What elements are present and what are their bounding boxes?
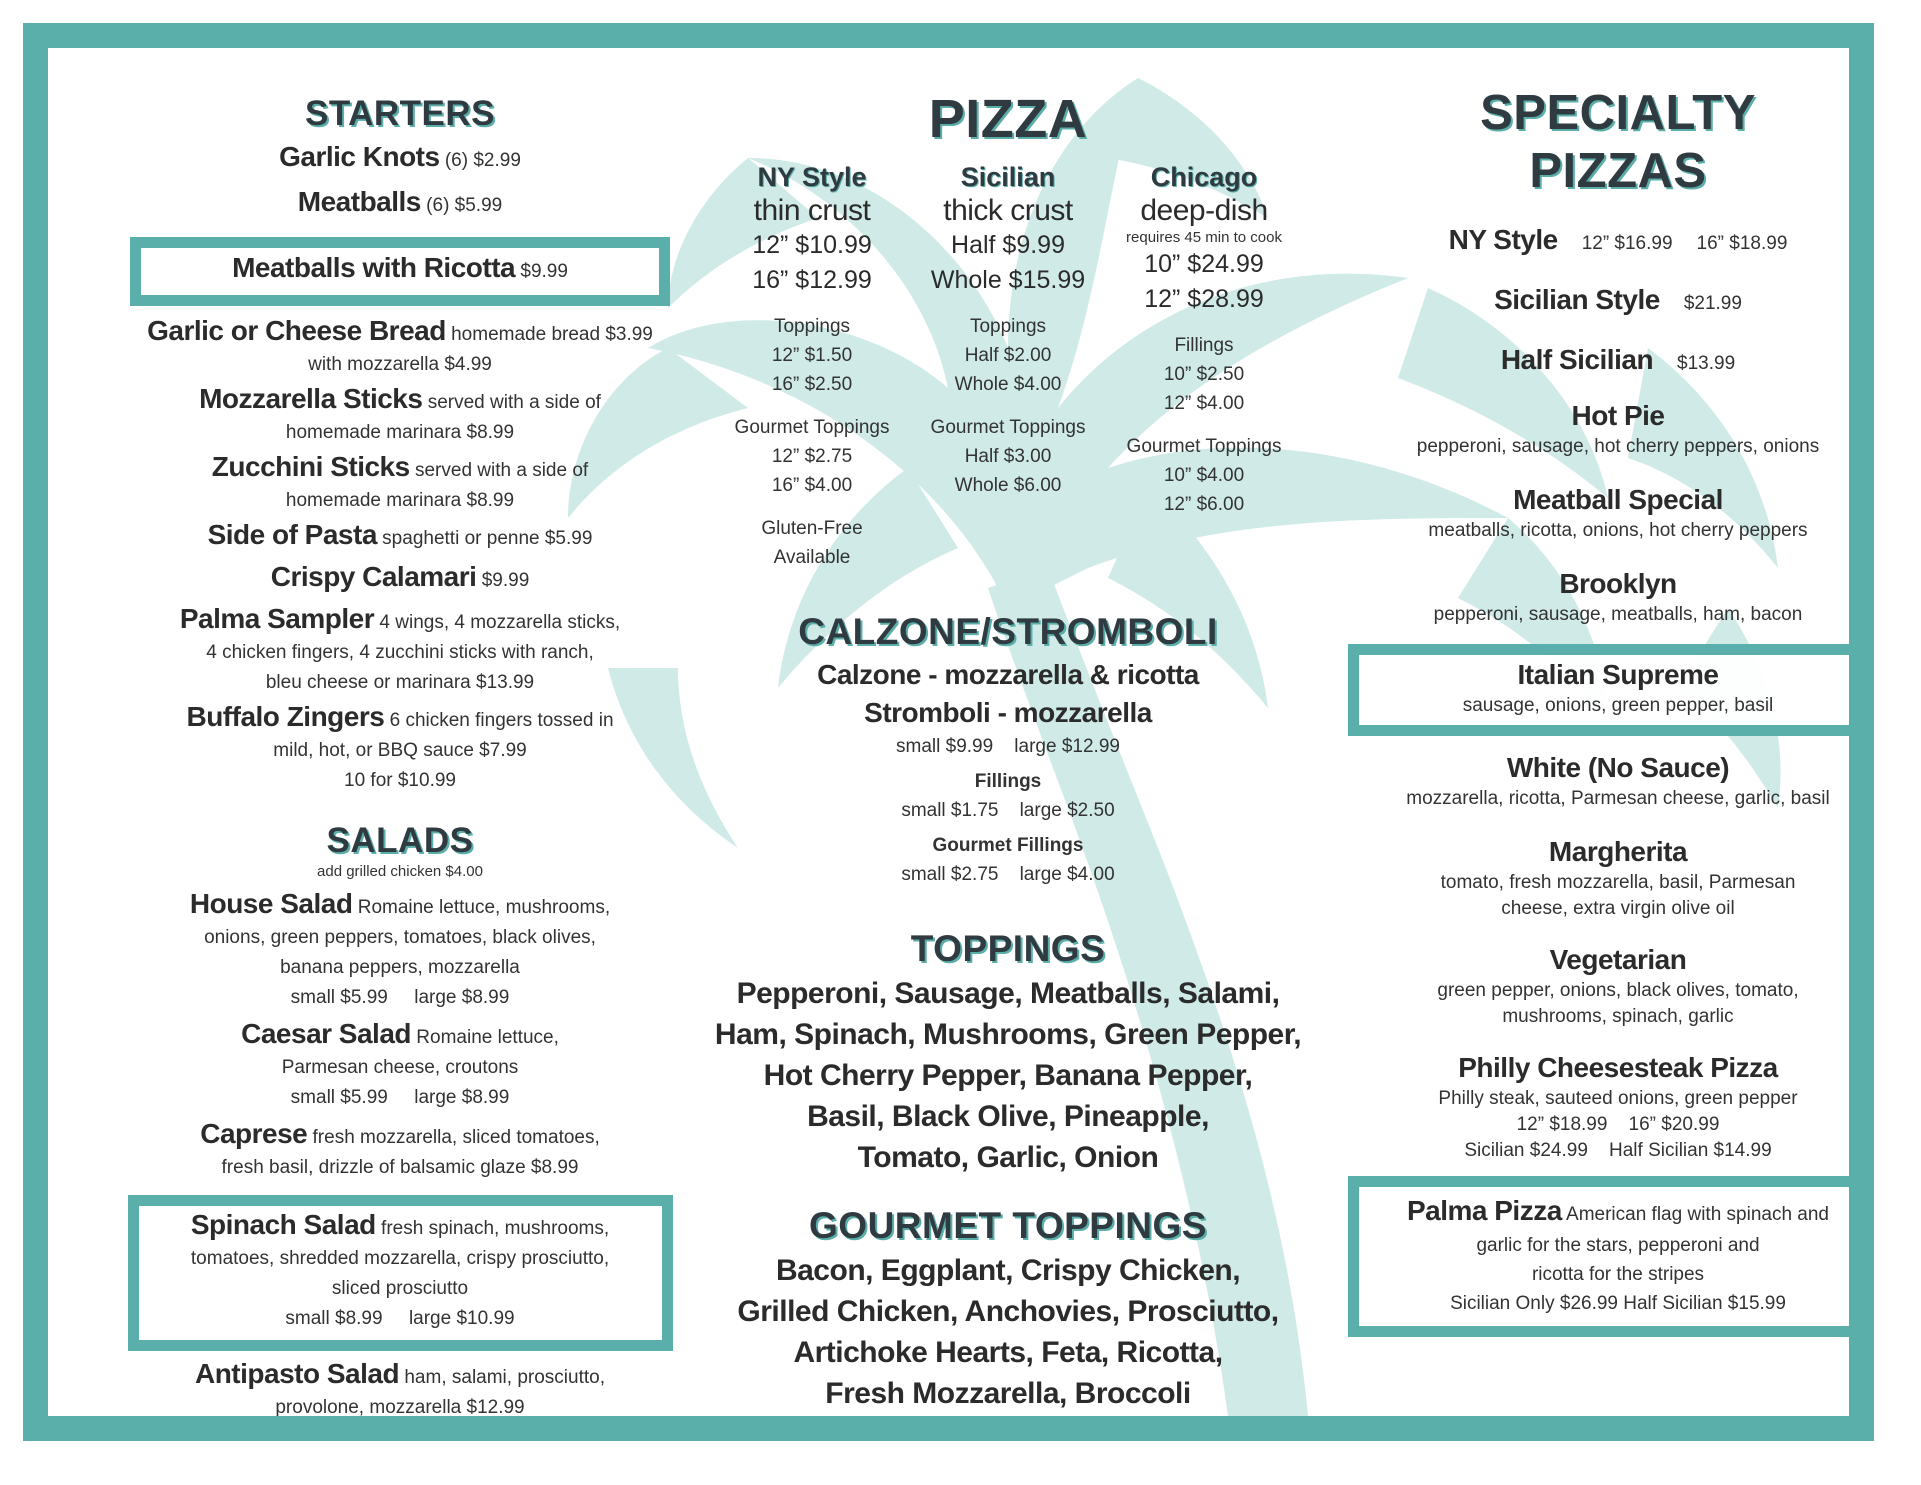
price: 12” $28.99	[1144, 285, 1264, 313]
item-detail: onions, green peppers, tomatoes, black olives,	[204, 927, 596, 948]
item-desc: fresh mozzarella, sliced tomatoes,	[307, 1127, 600, 1148]
item-name: Meatballs	[297, 186, 421, 217]
item-desc: 6 chicken fingers tossed in	[384, 710, 614, 731]
item-name: Zucchini Sticks	[211, 451, 410, 482]
specialty-heading-line2: PIZZAS	[1529, 144, 1707, 198]
price: 16” $18.99	[1696, 233, 1788, 254]
item-detail: sliced prosciutto	[331, 1278, 469, 1299]
item-name: Caprese	[200, 1118, 308, 1149]
item-detail: 4 chicken fingers, 4 zucchini sticks with ranch,	[206, 642, 594, 663]
specialty-sicilian-row	[1318, 282, 1874, 318]
item-price: Sicilian Only $26.99 Half Sicilian $15.99	[1450, 1293, 1786, 1314]
group-label: Gourmet Toppings	[1126, 436, 1282, 457]
item-desc: garlic for the stars, pepperoni and	[1476, 1235, 1760, 1256]
salads-list	[85, 889, 715, 1183]
toppings-heading: TOPPINGS	[910, 928, 1106, 969]
topping-group	[910, 413, 1106, 500]
item-name: Italian Supreme	[1517, 659, 1719, 690]
palma-pizza-title	[1367, 1193, 1869, 1231]
group-price: Whole $4.00	[954, 374, 1062, 395]
price: Half $9.99	[951, 231, 1065, 259]
crust-type: thin crust	[753, 194, 871, 227]
starters-heading: STARTERS	[304, 94, 496, 133]
group-price: 12” $1.50	[771, 345, 853, 366]
salad-item	[85, 1019, 715, 1113]
item-desc: (6) $5.99	[420, 195, 503, 216]
item-desc: homemade bread $3.99	[445, 324, 653, 345]
item-price: small $8.99 large $10.99	[285, 1308, 515, 1329]
item-name: Palma Pizza	[1406, 1195, 1562, 1226]
starter-item	[85, 702, 715, 796]
topping-group	[1106, 331, 1302, 418]
item-desc: sausage, onions, green pepper, basil	[1462, 695, 1774, 716]
price: 10” $24.99	[1144, 250, 1264, 278]
gourmet-toppings-line: Bacon, Eggplant, Crispy Chicken,	[775, 1254, 1241, 1287]
item-price: 12” $18.99 16” $20.99	[1516, 1114, 1720, 1135]
crust-type: deep-dish	[1140, 194, 1268, 227]
featured-starter	[151, 250, 649, 291]
toppings-list	[688, 973, 1328, 1178]
specialty-heading	[1318, 84, 1874, 200]
price: 12” $16.99	[1581, 233, 1673, 254]
topping-group	[910, 312, 1106, 399]
item-desc: served with a side of	[422, 392, 601, 413]
price: $13.99	[1677, 353, 1736, 374]
item-detail: homemade marinara $8.99	[285, 422, 515, 443]
salad-item	[85, 1359, 715, 1423]
group-price: 16” $2.50	[771, 374, 853, 395]
item-name: Side of Pasta	[207, 519, 377, 550]
right-column	[1318, 48, 1874, 1337]
item-detail: bleu cheese or marinara $13.99	[265, 672, 535, 693]
item-desc: Romaine lettuce, mushrooms,	[352, 897, 611, 918]
starter-item	[85, 384, 715, 448]
item-desc: tomato, fresh mozzarella, basil, Parmesan	[1440, 872, 1796, 893]
toppings-line: Hot Cherry Pepper, Banana Pepper,	[763, 1059, 1253, 1092]
specialty-item	[1318, 834, 1874, 922]
item-detail: 10 for $10.99	[344, 770, 456, 791]
gourmet-fillings-label: Gourmet Fillings	[932, 835, 1084, 856]
item-desc: cheese, extra virgin olive oil	[1501, 898, 1735, 919]
item-desc: Romaine lettuce,	[411, 1027, 559, 1048]
starter-item	[85, 562, 715, 596]
item-name: Vegetarian	[1549, 944, 1687, 975]
middle-column	[688, 48, 1328, 1414]
palma-pizza-box	[1348, 1176, 1874, 1337]
specialty-item	[1318, 566, 1874, 628]
item-desc: $9.99	[515, 261, 568, 282]
item-name: Mozzarella Sticks	[199, 383, 423, 414]
item-desc: fresh spinach, mushrooms,	[375, 1218, 610, 1239]
style-name: Chicago	[1150, 162, 1258, 192]
item-detail: banana peppers, mozzarella	[280, 957, 520, 978]
group-label: Gourmet Toppings	[930, 417, 1086, 438]
item-name: Meatball Special	[1513, 484, 1723, 515]
group-price: 10” $4.00	[1163, 465, 1245, 486]
item-desc: green pepper, onions, black olives, tomato,	[1437, 980, 1799, 1001]
topping-group	[714, 413, 910, 500]
left-column	[85, 48, 715, 1423]
item-desc: pepperoni, sausage, meatballs, ham, bacon	[1433, 604, 1803, 625]
item-name: Brooklyn	[1559, 568, 1677, 599]
style-ny	[714, 160, 910, 572]
style-sicilian	[910, 160, 1106, 572]
group-label: Toppings	[969, 316, 1047, 337]
item-detail: tomatoes, shredded mozzarella, crispy prosciutto,	[190, 1248, 610, 1269]
item-name: Palma Sampler	[179, 603, 375, 634]
item-name: Garlic Knots	[279, 141, 440, 172]
featured-salad	[147, 1210, 654, 1334]
item-desc: $9.99	[476, 570, 530, 591]
item-desc: American flag with spinach and	[1561, 1204, 1830, 1225]
gluten-free-note	[714, 514, 910, 572]
gourmet-toppings-line: Artichoke Hearts, Feta, Ricotta,	[793, 1336, 1223, 1369]
toppings-line: Tomato, Garlic, Onion	[857, 1141, 1159, 1174]
fillings-label: Fillings	[974, 771, 1042, 792]
style-name: NY Style	[1448, 224, 1558, 255]
group-price: Half $3.00	[964, 446, 1052, 467]
style-name: Sicilian Style	[1494, 284, 1660, 315]
pizza-styles	[688, 160, 1328, 572]
calzone-prices: small $9.99 large $12.99	[896, 736, 1120, 757]
group-label: Toppings	[773, 316, 851, 337]
stromboli-line: Stromboli - mozzarella	[864, 697, 1152, 728]
item-desc: Philly steak, sauteed onions, green pepper	[1438, 1088, 1798, 1109]
toppings-line: Basil, Black Olive, Pineapple,	[807, 1100, 1209, 1133]
specialty-ny-row	[1318, 222, 1874, 258]
item-name: Margherita	[1548, 836, 1688, 867]
topping-group	[714, 312, 910, 399]
item-name: Caesar Salad	[241, 1018, 412, 1049]
salad-item	[85, 889, 715, 1013]
starter-item	[85, 604, 715, 698]
price: $21.99	[1683, 293, 1742, 314]
item-price: Sicilian $24.99 Half Sicilian $14.99	[1464, 1140, 1772, 1161]
item-detail: provolone, mozzarella $12.99	[275, 1397, 525, 1418]
group-label: Gourmet Toppings	[734, 417, 890, 438]
item-detail: with mozzarella $4.99	[308, 354, 492, 375]
item-detail: homemade marinara $8.99	[285, 490, 515, 511]
gourmet-toppings-heading: GOURMET TOPPINGS	[809, 1205, 1207, 1246]
gourmet-toppings-line: Fresh Mozzarella, Broccoli	[825, 1377, 1191, 1410]
salads-heading: SALADS	[326, 821, 474, 860]
starters-list	[85, 316, 715, 796]
item-desc: ricotta for the stripes	[1531, 1264, 1705, 1285]
toppings-line: Pepperoni, Sausage, Meatballs, Salami,	[736, 977, 1280, 1010]
item-desc: 4 wings, 4 mozzarella sticks,	[374, 612, 621, 633]
style-name: Sicilian	[960, 162, 1056, 192]
starter-item	[85, 182, 715, 227]
group-price: Half $2.00	[964, 345, 1052, 366]
item-desc: meatballs, ricotta, onions, hot cherry peppers	[1428, 520, 1808, 541]
group-price: 10” $2.50	[1163, 364, 1245, 385]
fillings-prices: small $1.75 large $2.50	[901, 800, 1115, 821]
item-name: House Salad	[189, 888, 353, 919]
group-price: 12” $4.00	[1163, 393, 1245, 414]
item-desc: (6) $2.99	[439, 150, 521, 171]
pizza-heading: PIZZA	[928, 89, 1088, 149]
toppings-line: Ham, Spinach, Mushrooms, Green Pepper,	[714, 1018, 1302, 1051]
group-price: 12” $2.75	[771, 446, 853, 467]
item-name: Antipasto Salad	[194, 1358, 400, 1389]
calzone-heading: CALZONE/STROMBOLI	[798, 611, 1218, 652]
group-price: Whole $6.00	[954, 475, 1062, 496]
item-desc: spaghetti or penne $5.99	[376, 528, 593, 549]
group-price: 16” $4.00	[771, 475, 853, 496]
item-name: Philly Cheesesteak Pizza	[1458, 1052, 1778, 1083]
cook-time-note: requires 45 min to cook	[1126, 229, 1282, 246]
group-label: Fillings	[1174, 335, 1234, 356]
item-name: Garlic or Cheese Bread	[147, 315, 446, 346]
style-name: NY Style	[757, 162, 867, 192]
item-detail: fresh basil, drizzle of balsamic glaze $8.99	[221, 1157, 579, 1178]
salads-note: add grilled chicken $4.00	[317, 863, 483, 880]
specialty-item	[1318, 750, 1874, 812]
item-price: small $5.99 large $8.99	[290, 1087, 510, 1108]
item-name: Crispy Calamari	[270, 561, 477, 592]
starter-item	[85, 452, 715, 516]
italian-supreme-box	[1348, 644, 1874, 736]
specialty-item	[1318, 482, 1874, 544]
item-name: White (No Sauce)	[1506, 752, 1730, 783]
specialty-item	[1318, 942, 1874, 1030]
specialty-item	[1318, 398, 1874, 460]
item-name: Hot Pie	[1571, 400, 1665, 431]
item-name: Buffalo Zingers	[186, 701, 385, 732]
item-desc: mozzarella, ricotta, Parmesan cheese, garlic, basil	[1406, 788, 1830, 809]
group-label: Gluten-Free	[761, 518, 863, 539]
item-name: Spinach Salad	[190, 1209, 376, 1240]
specialty-item	[1318, 1050, 1874, 1164]
gourmet-fillings-prices: small $2.75 large $4.00	[901, 864, 1115, 885]
featured-salad-box	[128, 1195, 673, 1351]
group-label: Available	[773, 547, 851, 568]
item-detail: mild, hot, or BBQ sauce $7.99	[273, 740, 527, 761]
item-desc: mushrooms, spinach, garlic	[1502, 1006, 1734, 1027]
featured-starter-box	[130, 237, 670, 306]
specialty-half-row	[1318, 342, 1874, 378]
item-detail: Parmesan cheese, croutons	[281, 1057, 519, 1078]
menu-frame	[23, 23, 1874, 1441]
group-price: 12” $6.00	[1163, 494, 1245, 515]
item-desc: pepperoni, sausage, hot cherry peppers, onions	[1416, 436, 1820, 457]
starter-item	[85, 316, 715, 380]
topping-group	[1106, 432, 1302, 519]
style-chicago	[1106, 160, 1302, 572]
price: 12” $10.99	[752, 231, 872, 259]
starter-item	[85, 520, 715, 554]
crust-type: thick crust	[943, 194, 1073, 227]
price: Whole $15.99	[930, 266, 1086, 294]
item-price: small $5.99 large $8.99	[290, 987, 510, 1008]
calzone-line: Calzone - mozzarella & ricotta	[817, 659, 1199, 690]
price: 16” $12.99	[752, 266, 872, 294]
salad-item	[85, 1119, 715, 1183]
item-desc: served with a side of	[409, 460, 589, 481]
gourmet-toppings-line: Grilled Chicken, Anchovies, Prosciutto,	[737, 1295, 1279, 1328]
gourmet-toppings-list	[688, 1250, 1328, 1414]
item-desc: ham, salami, prosciutto,	[399, 1367, 605, 1388]
starter-item	[85, 137, 715, 182]
style-name: Half Sicilian	[1500, 344, 1654, 375]
specialty-heading-line1: SPECIALTY	[1480, 86, 1756, 140]
item-name: Meatballs with Ricotta	[232, 252, 516, 283]
